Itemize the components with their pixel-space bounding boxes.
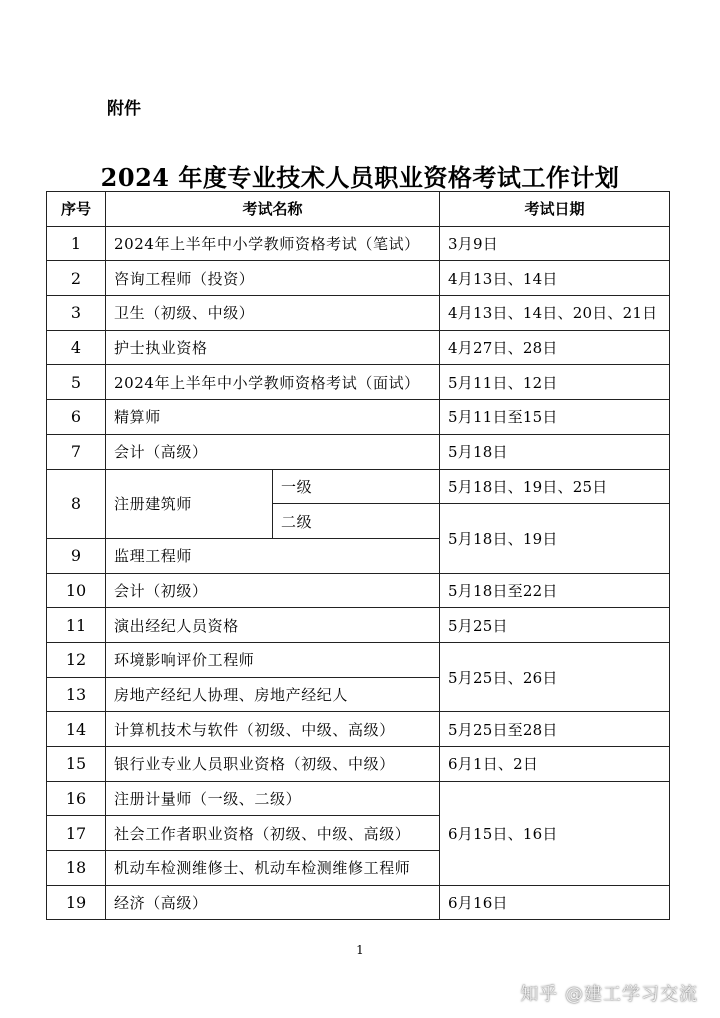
table-header-row (47, 192, 670, 227)
table-row (47, 296, 670, 331)
table-row (47, 434, 670, 469)
row-number: 1 (47, 226, 106, 261)
exam-date: 5月18日 (440, 434, 670, 469)
exam-date: 5月25日 (440, 608, 670, 643)
exam-date: 6月15日、16日 (440, 781, 670, 885)
exam-date: 5月18日、19日、25日 (440, 469, 670, 504)
table-row (47, 885, 670, 920)
row-number: 19 (47, 885, 106, 920)
exam-name: 卫生（初级、中级） (106, 296, 440, 331)
table-row (47, 226, 670, 261)
exam-date: 5月25日、26日 (440, 642, 670, 711)
exam-name: 2024年上半年中小学教师资格考试（面试） (106, 365, 440, 400)
row-number: 18 (47, 851, 106, 886)
exam-schedule-table (46, 191, 670, 920)
column-header-date: 考试日期 (440, 192, 670, 227)
exam-name: 环境影响评价工程师 (106, 642, 440, 677)
exam-name: 银行业专业人员职业资格（初级、中级） (106, 747, 440, 782)
column-header-name: 考试名称 (106, 192, 440, 227)
row-number: 7 (47, 434, 106, 469)
row-number: 6 (47, 400, 106, 435)
exam-name: 会计（高级） (106, 434, 440, 469)
row-number: 3 (47, 296, 106, 331)
page-number: 1 (356, 943, 364, 957)
table-row (47, 330, 670, 365)
exam-name: 演出经纪人员资格 (106, 608, 440, 643)
row-number: 12 (47, 642, 106, 677)
exam-date: 6月16日 (440, 885, 670, 920)
exam-name: 2024年上半年中小学教师资格考试（笔试） (106, 226, 440, 261)
row-number: 15 (47, 747, 106, 782)
row-number: 10 (47, 573, 106, 608)
row-number: 11 (47, 608, 106, 643)
exam-date: 6月1日、2日 (440, 747, 670, 782)
table-row (47, 747, 670, 782)
exam-name: 经济（高级） (106, 885, 440, 920)
table-row (47, 781, 670, 816)
row-number: 2 (47, 261, 106, 296)
table-row (47, 608, 670, 643)
exam-level: 二级 (273, 504, 440, 539)
row-number: 5 (47, 365, 106, 400)
exam-date: 5月18日至22日 (440, 573, 670, 608)
column-header-number: 序号 (47, 192, 106, 227)
row-number: 14 (47, 712, 106, 747)
exam-date: 5月11日、12日 (440, 365, 670, 400)
row-number: 9 (47, 538, 106, 573)
exam-date: 4月27日、28日 (440, 330, 670, 365)
exam-name: 机动车检测维修士、机动车检测维修工程师 (106, 851, 440, 886)
page-title: 2024 年度专业技术人员职业资格考试工作计划 (100, 163, 620, 192)
table-row (47, 469, 670, 504)
exam-name: 注册计量师（一级、二级） (106, 781, 440, 816)
exam-name: 监理工程师 (106, 538, 440, 573)
table-row (47, 365, 670, 400)
table-row (47, 261, 670, 296)
exam-date: 4月13日、14日、20日、21日 (440, 296, 670, 331)
row-number: 8 (47, 469, 106, 538)
exam-date: 5月11日至15日 (440, 400, 670, 435)
exam-date: 5月18日、19日 (440, 504, 670, 573)
exam-name: 注册建筑师 (106, 469, 273, 538)
table-row (47, 712, 670, 747)
exam-name: 社会工作者职业资格（初级、中级、高级） (106, 816, 440, 851)
exam-name: 护士执业资格 (106, 330, 440, 365)
exam-date: 4月13日、14日 (440, 261, 670, 296)
exam-name: 精算师 (106, 400, 440, 435)
row-number: 17 (47, 816, 106, 851)
row-number: 13 (47, 677, 106, 712)
exam-level: 一级 (273, 469, 440, 504)
row-number: 16 (47, 781, 106, 816)
table-row (47, 573, 670, 608)
exam-name: 咨询工程师（投资） (106, 261, 440, 296)
exam-name: 计算机技术与软件（初级、中级、高级） (106, 712, 440, 747)
attachment-label: 附件 (107, 99, 141, 119)
table-row (47, 400, 670, 435)
exam-name: 会计（初级） (106, 573, 440, 608)
zhihu-watermark: 知乎 @建工学习交流 (520, 984, 698, 1005)
exam-date: 3月9日 (440, 226, 670, 261)
exam-date: 5月25日至28日 (440, 712, 670, 747)
row-number: 4 (47, 330, 106, 365)
exam-name: 房地产经纪人协理、房地产经纪人 (106, 677, 440, 712)
table-row (47, 642, 670, 677)
